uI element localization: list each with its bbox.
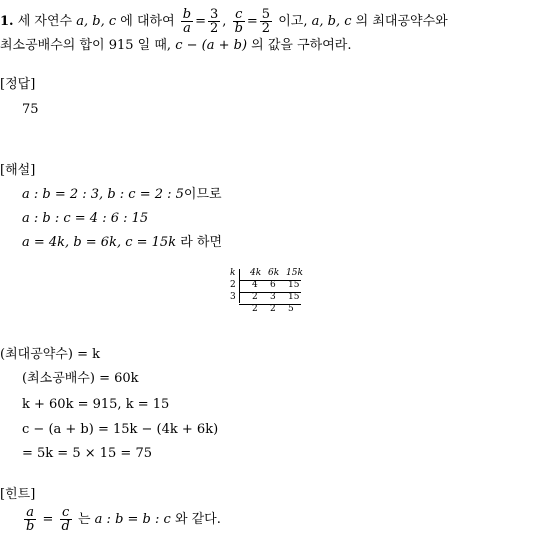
problem-line2-text: 최소공배수의 합이 915 일 때, bbox=[0, 38, 172, 53]
equation-1: k + 60k = 915, k = 15 bbox=[22, 397, 170, 412]
problem-line-1: 1. 세 자연수 a, b, c 에 대하여 $\frac{b}{a}$ = $\frac{3}{2}$ , $\frac{c}{b}$ = $\frac{5}{2}$ 이고, a, b, c 의 최대공약수와 bbox=[0, 7, 448, 36]
fraction-c-over-d: $\frac{c}{d}$ bbox=[61, 505, 70, 534]
division-hbar bbox=[239, 304, 301, 305]
gcd-line: (최대공약수) = k bbox=[0, 347, 100, 362]
problem-text-d: 의 최대공약수와 bbox=[355, 14, 448, 29]
lcm-line: (최소공배수) = 60k bbox=[22, 371, 139, 386]
division-vbar bbox=[239, 269, 240, 303]
fraction-5-over-2: $\frac{5}{2}$ bbox=[261, 7, 271, 36]
problem-vars: a, b, c bbox=[76, 14, 117, 29]
problem-line2-expr: c − (a + b) bbox=[175, 38, 248, 53]
solution-line-2: a : b : c = 4 : 6 : 15 bbox=[22, 211, 149, 226]
problem-line2-tail: 의 값을 구하여라. bbox=[251, 38, 352, 53]
division-hbar bbox=[239, 292, 301, 293]
hint-label: [힌트] bbox=[0, 487, 36, 502]
answer-value: 75 bbox=[22, 102, 39, 117]
problem-text-b: 에 대하여 bbox=[120, 14, 175, 29]
fraction-c-over-b: $\frac{c}{b}$ bbox=[234, 7, 243, 36]
fraction-3-over-2: $\frac{3}{2}$ bbox=[210, 7, 219, 36]
division-hbar bbox=[239, 280, 301, 281]
hint-line: $\frac{a}{b}$ = $\frac{c}{d}$ 는 a : b = b : c 와 같다. bbox=[26, 505, 221, 534]
problem-text-c: 이고, bbox=[278, 14, 308, 29]
equation-2: c − (a + b) = 15k − (4k + 6k) bbox=[22, 422, 219, 437]
equation-3: = 5k = 5 × 15 = 75 bbox=[22, 446, 152, 461]
problem-text-a: 세 자연수 bbox=[17, 14, 73, 29]
solution-label: [해설] bbox=[0, 163, 36, 178]
fraction-a-over-b: $\frac{a}{b}$ bbox=[26, 505, 35, 534]
problem-number: 1. bbox=[0, 14, 14, 29]
fraction-b-over-a: $\frac{b}{a}$ bbox=[182, 7, 192, 36]
answer-label: [정답] bbox=[0, 77, 36, 92]
problem-line-2 bbox=[0, 37, 351, 54]
solution-line-3: a = 4k, b = 6k, c = 15k 라 하면 bbox=[22, 235, 223, 250]
problem-vars-2: a, b, c bbox=[311, 14, 352, 29]
solution-line-1: a : b = 2 : 3, b : c = 2 : 5이므로 bbox=[22, 187, 222, 202]
